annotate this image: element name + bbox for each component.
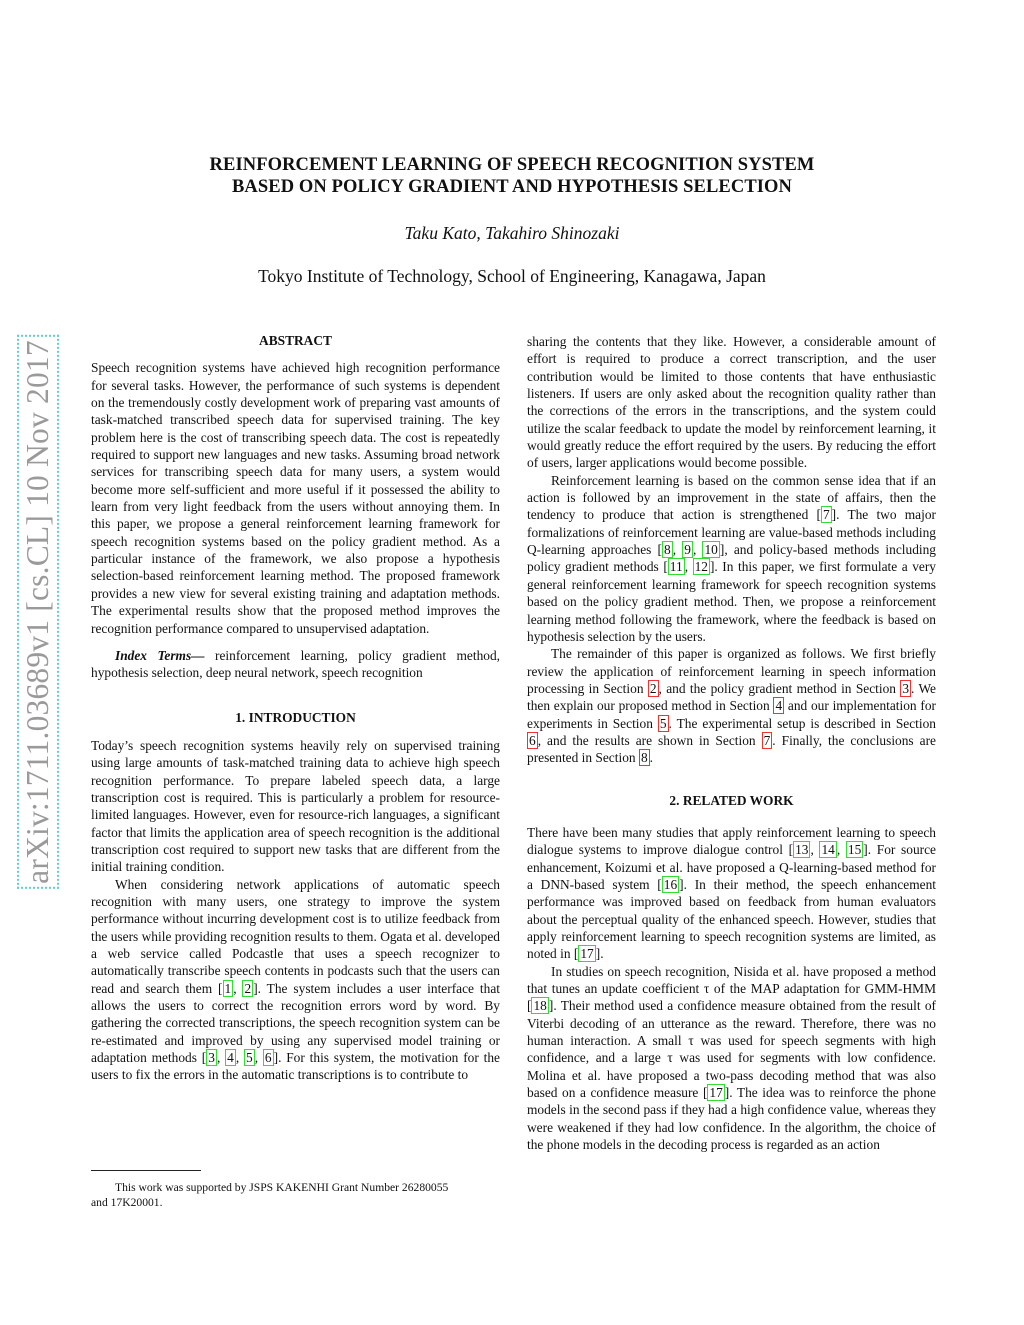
arxiv-sidebar [16, 310, 60, 915]
intro-heading: 1. INTRODUCTION [235, 709, 356, 725]
citation-link[interactable]: 16 [663, 876, 678, 892]
citation-link[interactable]: 17 [580, 946, 594, 962]
related-p1-text-c: . In their method, the speech enhancement performance was improved based on feedback from human evaluators about the perceptual quality of the enhanced speech. However, studies that apply reinforcement learning to speech recognition systems are limited, as noted in [527, 876, 936, 962]
section-link[interactable]: 5 [659, 715, 667, 731]
intro-p2-text-a: When considering network applications of automatic speech recognition with many users, one strategy to improve the system performance without incurring development cost is to utilize feedback from the users while providing recognition results to them. Ogata et al. developed a web service called Podcastle that uses a speech recognizer to automatically transcribe speech contents in podcasts such that the users can read and search them [91, 876, 500, 996]
authors: Taku Kato, Takahiro Shinozaki [404, 223, 620, 243]
related-p1-text-b: . For source enhancement, Koizumi et al. have proposed a Q-learning-based method for a DNN-based system [527, 842, 936, 892]
intro-p5-text-d: and our implementation for experiments in Section [527, 698, 936, 731]
citation-link[interactable]: 7 [822, 507, 830, 523]
citation-link[interactable]: 18 [533, 998, 547, 1014]
section-link[interactable]: 2 [649, 680, 657, 696]
intro-paragraph-4: Reinforcement learning is based on the common sense idea that if an action is followed by an improvement in the state of affairs, then the tendency to produce that action is strengthened [ 7 ]. The two major formalizations of reinforcement learning are value-based methods including Q-learning approaches [ 8 , 9 , 10 ], and policy-based methods including policy gradient methods [ 11 , 12 ]. In this paper, we first formulate a very general reinforcement learning framework for speech recognition systems based on the policy gradient method. Then, we propose a reinforcement learning method following the framework, where the feedback is based on hypothesis selection by the users. [527, 472, 936, 644]
citation-link[interactable]: 9 [684, 542, 691, 558]
intro-paragraph-2: When considering network applications of automatic speech recognition with many users, one strategy to improve the system performance without incurring development cost is to utilize feedback from the users while providing recognition results to them. Ogata et al. developed a web service called Podcastle that uses a speech recognizer to automatically transcribe speech contents in podcasts such that the users can read and search them [ 1 , 2 ]. The system includes a user interface that allows the users to correct the recognition errors word by word. By gathering the corrected transcriptions, the speech recognition system can be re-estimated and improved by using any supervised model training or adaptation methods [ 3 , 4 , 5 , 6 ]. For this system, the motivation for the users to fix the errors in the automatic transcriptions is to contribute to [91, 876, 500, 1083]
related-work-heading: 2. RELATED WORK [669, 792, 794, 808]
intro-p5-text-f: , and the results are shown in Section [537, 732, 762, 748]
section-link[interactable]: 4 [775, 698, 783, 714]
intro-p5-text-c: . We then explain our proposed method in Section [527, 680, 936, 714]
intro-p5-text-a: The remainder of this paper is organized as follows. We first briefly review the application of reinforcement learning in speech information processing in Section [527, 646, 936, 696]
intro-p2-text-c: . For this system, the motivation for the users to fix the errors in the automatic transcriptions is to contribute to [91, 1050, 500, 1083]
intro-paragraph-3: sharing the contents that they like. However, a considerable amount of effort is required to produce a correct transcription, and the user contribution would be limited to those contents that have enthusiastic listeners. If users are only asked about the recognition quality rather than the corrections of the errors in the transcriptions, and the system could utilize the scalar feedback to update the model by reinforcement learning, it would greatly reduce the effort required by the users. By reducing the effort of users, larger applications would become possible. [527, 334, 936, 471]
citation-link[interactable]: 13 [795, 842, 809, 858]
citation-link[interactable]: 12 [694, 559, 708, 575]
related-p1-text-a: There have been many studies that apply reinforcement learning to speech dialogue systems to improve dialogue control [527, 824, 936, 858]
left-column [91, 332, 500, 1084]
citation-link[interactable]: 1 [224, 980, 232, 996]
intro-p4-text-d: . In this paper, we first formulate a very general reinforcement learning framework for speech recognition systems based on the policy gradient method. Then, we propose a reinforcement learning method following the framework, where the feedback is based on hypothesis selection by the users. [527, 559, 936, 644]
related-p2-text-c: . The idea was to reinforce the phone models in the second pass if they had a high confidence value, whereas they were weakened if they had low confidence. In the algorithm, the choice of the phone models in the decoding process is regarded as an action [527, 1085, 936, 1153]
section-link[interactable]: 8 [640, 750, 648, 766]
citation-link[interactable]: 17 [709, 1085, 723, 1101]
index-terms [91, 647, 500, 682]
abstract-heading: ABSTRACT [259, 333, 332, 348]
related-p1-text-d: . [600, 946, 604, 962]
title-line-1: REINFORCEMENT LEARNING OF SPEECH RECOGNITION SYSTEM [209, 155, 815, 175]
index-terms-label: Index Terms— [115, 647, 205, 663]
intro-p4-text-a: Reinforcement learning is based on the common sense idea that if an action is followed by an improvement in the state of affairs, then the tendency to produce that action is strengthened [527, 472, 936, 523]
section-link[interactable]: 3 [902, 680, 910, 696]
citation-link[interactable]: 5 [246, 1050, 253, 1066]
intro-paragraph-5 [527, 645, 936, 766]
citation-link[interactable]: 8 [664, 542, 671, 558]
intro-paragraph-1: Today’s speech recognition systems heavily rely on supervised training using large amounts of task-matched training data to achieve high speech recognition performance. To prepare labeled speech data, a large transcription cost is required. This is particularly a problem for resource-limited languages. However, even for resource-rich languages, a significant factor that limits the application area of speech recognition is the additional transcription cost required to support new tasks that are different from the initial training condition. [91, 737, 500, 875]
section-link[interactable]: 7 [763, 732, 771, 748]
intro-p5-text-e: . The experimental setup is described in Section [668, 715, 936, 731]
related-p2-text-a: In studies on speech recognition, Nisida et al. have proposed a method that tunes an update coefficient τ of the MAP adaptation for GMM-HMM [527, 963, 936, 997]
footnote-line-1: This work was supported by JSPS KAKENHI Grant Number 26280055 [115, 1181, 449, 1194]
arxiv-identifier-link[interactable]: arXiv:1711.03689v1 [cs.CL] 10 Nov 2017 [17, 335, 59, 889]
related-paragraph-2: In studies on speech recognition, Nisida et al. have proposed a method that tunes an update coefficient τ of the MAP adaptation for GMM-HMM [ 18 ]. Their method used a confidence measure obtained from the result of Viterbi decoding of an utterance as the reward. Therefore, there was no human interaction. A small τ was used for speech segments with high confidence, and a large τ was used for segments with low confidence. Molina et al. have proposed a two-pass decoding method that was also based on a confidence measure [ 17 ]. The idea was to reinforce the phone models in the second pass if they had a high confidence value, whereas they were weakened if they had low confidence. In the algorithm, the choice of the phone models in the decoding process is regarded as an action [527, 963, 936, 1153]
citation-link[interactable]: 11 [669, 559, 683, 575]
intro-p5-text-h: . [649, 750, 653, 766]
paper-title [0, 154, 1024, 198]
related-paragraph-1: There have been many studies that apply reinforcement learning to speech dialogue systems to improve dialogue control [ 13 , 14 , 15 ]. For source enhancement, Koizumi et al. have proposed a Q-learning-based method for a DNN-based system [ 16 ]. In their method, the speech enhancement performance was improved based on feedback from human evaluators about the perceptual quality of the enhanced speech. However, studies that apply reinforcement learning to speech recognition systems are limited, as noted in [ 17 ]. [527, 824, 936, 962]
citation-link[interactable]: 3 [208, 1050, 215, 1066]
footnote-rule [91, 1170, 201, 1171]
related-p2-text-b: . Their method used a confidence measure obtained from the result of Viterbi decoding of an utterance as the reward. Therefore, there was no human interaction. A small τ was used for speech segments with high confidence, and a large τ was used for segments with low confidence. Molina et al. have proposed a two-pass decoding method that was also based on a confidence measure [527, 998, 936, 1101]
title-line-2: BASED ON POLICY GRADIENT AND HYPOTHESIS SELECTION [231, 177, 793, 197]
intro-p5-text-g: . Finally, the conclusions are presented in Section [527, 732, 936, 766]
affiliation: Tokyo Institute of Technology, School of Engineering, Kanagawa, Japan [258, 266, 766, 286]
intro-p2-text-b: . The system includes a user interface that allows the users to correct the recognition errors word by word. By gathering the corrected transcriptions, the speech recognition system can be re-estimated and improved by using any supervised model training or adaptation methods [91, 980, 500, 1066]
footnote-line-2: and 17K20001. [91, 1196, 163, 1209]
right-column [527, 333, 936, 1153]
citation-link[interactable]: 2 [244, 980, 252, 996]
footnote [91, 1180, 500, 1210]
citation-link[interactable]: 14 [821, 842, 835, 858]
section-link[interactable]: 6 [529, 732, 536, 748]
index-terms-text: reinforcement learning, policy gradient method, hypothesis selection, deep neural network, speech recognition [91, 647, 500, 681]
citation-link[interactable]: 6 [264, 1050, 272, 1066]
citation-link[interactable]: 10 [704, 542, 718, 558]
intro-p4-text-c: , and policy-based methods including policy gradient methods [527, 542, 936, 575]
citation-link[interactable]: 4 [227, 1050, 234, 1066]
intro-p4-text-b: . The two major formalizations of reinforcement learning are value-based methods including Q-learning approaches [527, 507, 936, 558]
intro-p5-text-b: , and the policy gradient method in Section [658, 680, 901, 696]
abstract-body: Speech recognition systems have achieved high recognition performance for several tasks. However, the performance of such systems is dependent on the tremendously costly development work of preparing vast amounts of task-matched transcribed speech data for supervised training. The key problem here is the cost of transcribing speech data. The cost is repeatedly required to support new languages and new tasks. Assuming broad network services for transcribing speech data for many users, a system would become more self-sufficient and more useful if it possessed the ability to learn from very light feedback from the users without annoying them. In this paper, we propose a general reinforcement learning framework for speech recognition systems based on the policy gradient method. As a particular instance of the framework, we also propose a hypothesis selection-based reinforcement learning method. The proposed framework provides a new view for several existing training and adaptation methods. The experimental results show that the proposed method improves the recognition performance compared to unsupervised adaptation. [91, 360, 500, 636]
citation-link[interactable]: 15 [847, 842, 862, 858]
